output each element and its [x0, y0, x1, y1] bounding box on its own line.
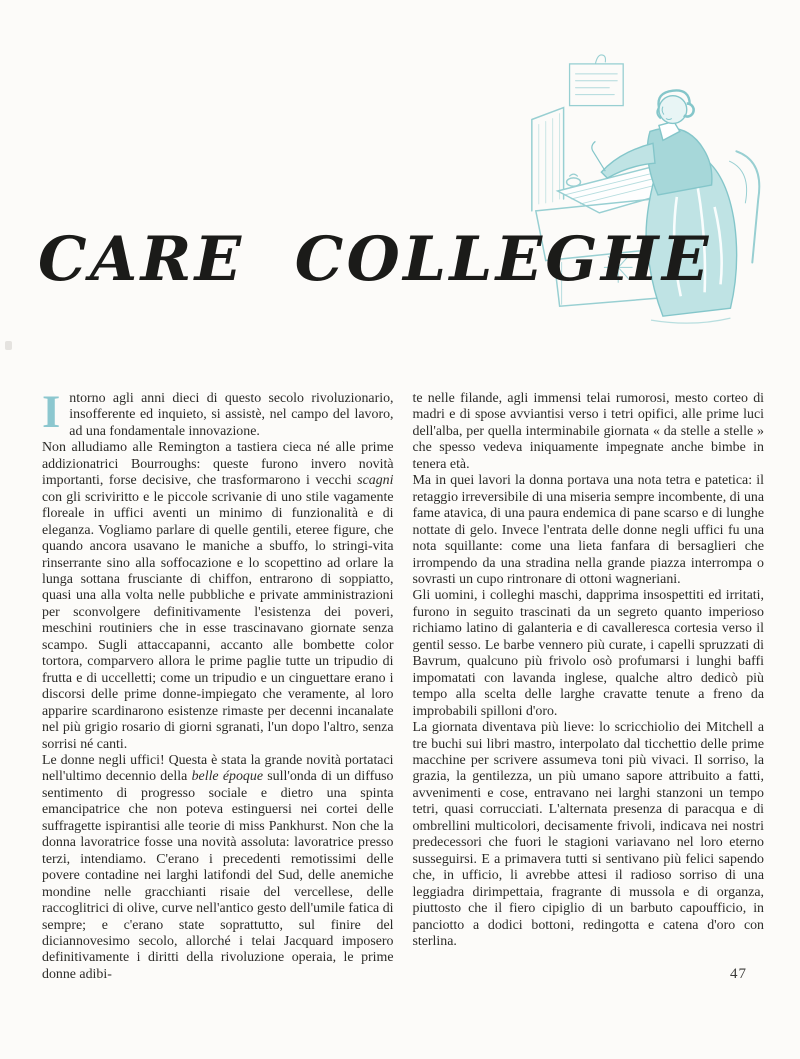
page-number: 47 — [730, 966, 747, 982]
paragraph: La giornata diventava più lieve: lo scricchiolio dei Mitchell a tre buchi sui libri mastro, interpolato dal ticchettio delle prime macchine per scrivere assumeva toni più vivaci. Il sorriso, la grazia, la gentilezza, un più umano sapore attribuito a fatti, avvenimenti e cose, entravano nei larghi stanzoni un tempo tetri, quasi corrucciati. L'alternata presenza di paracqua e di ombrellini multicolori, decisamente frivoli, indicava nei nostri predecessori che fuori le stagioni variavano nel loro eterno susseguirsi. E a primavera tutti si sentivano più felici sapendo che, in ufficio, li avrebbe attesi il radioso sorriso di una leggiadra dirimpettaia, fragrante di mussola e di organza, piuttosto che il fiero cipiglio di un barbuto capoufficio, in panciotto a dodici bottoni, redingotta e catena d'oro con sterlina. — [412, 720, 764, 949]
paragraph: te nelle filande, agli immensi telai rumorosi, mesto corteo di madri e di spose avviantisi verso i tetri opifici, alle prime luci dell'alba, per quella interminabile giornata « da stelle a stelle » che spesso vedeva iniquamente impegnate anche bimbe in tenera età. — [412, 391, 764, 472]
article-body — [42, 386, 764, 983]
drop-cap: I — [42, 386, 61, 438]
paragraph: Non alludiamo alle Remington a tastiera cieca né alle prime addizionatrici Bourroughs: queste furono invero novità importanti, forse decisive, che trasformarono i vecchi scagni con gli scriviritto e le piccole scrivanie di uno stile vagamente floreale in uffici aventi un minimo di funzionalità e di eleganza. Vogliamo parlare di quelle gentili, eteree figure, che quando ancora usavano le maniche a sbuffo, lo stringi-vita rinserrante sino alla soffocazione e lo scopettino ad orlare la lunga sottana frusciante di chiffon, entrarono di soppiatto, quasi una alla volta nelle pubbliche e private amministrazioni per sconvolgere definitivamente l'esistenza dei poveri, meschini routiniers che in esse trascinavano giornate senza scampo. Sugli attaccapanni, accanto alle bombette color tortora, comparvero allora le prime paglie tutte un tripudio di frutta e di uccelletti; come un tripudio e un cinguettare erano i discorsi delle prime donne-impiegato che veramente, al loro apparire scardinarono esistenze rimaste per decenni incanalate nel più grigio rosario di giorni sgranati, l'un dopo l'altro, senza sorrisi né canti. — [42, 440, 394, 752]
paragraph: Gli uomini, i colleghi maschi, dapprima insospettiti ed irritati, furono in seguito trascinati da un segreto quanto imperioso richiamo latino di galanteria e di cavalleresca cortesia verso il gentil sesso. Le barbe vennero più curate, i capelli spruzzati di Bavrum, qualcuno più frivolo osò profumarsi i lunghi baffi impomatati con lavanda inglese, qualche altro dedicò più tempo alla scelta delle larghe cravatte tenute a freno da improbabili spilloni d'oro. — [412, 588, 764, 719]
paragraph-intro-text: ntorno agli anni dieci di questo secolo rivoluzionario, insofferente ed inquieto, si assistè, nel campo del lavoro, ad una fondamentale innovazione. — [69, 391, 394, 439]
article-column-left — [42, 386, 394, 983]
article-column-right — [413, 391, 765, 983]
paragraph: Ma in quei lavori la donna portava una nota tetra e patetica: il retaggio irreversibile di una miseria sempre incombente, di una fame atavica, di una paura endemica di pane scarso e di lunghe nottate di gelo. Invece l'entrata delle donne negli uffici fu una nota squillante: come una lieta fanfara di bersaglieri che irrompendo da una stradina nella grande piazza interrompa o sovrasti un cupo rintronare di ottoni wagneriani. — [412, 473, 764, 587]
paragraph: Le donne negli uffici! Questa è stata la grande novità portataci nell'ultimo decennio della belle époque sull'onda di un diffuso sentimento di progresso sociale e dietro una spinta emancipatrice che non poteva estinguersi nei cortei delle suffragette ispirantisi alle teorie di miss Pankhurst. Non che la donna lavoratrice fosse una novità assoluta: lavoratrice presso terzi, intendiamo. C'erano i precedenti remotissimi delle povere contadine nei larghi latifondi del Sud, delle anemiche mondine nelle gracchianti risaie del vercellese, delle raccoglitrici di olive, curve nell'antico gesto dell'umile fatica di sempre; e c'erano state soprattutto, sul finire del diciannovesimo secolo, allorché i telai Jacquard imposero definitivamente i diritti della rivoluzione operaia, le prime donne adibi- — [42, 752, 394, 982]
print-margin-mark — [5, 341, 12, 350]
paragraph-intro — [42, 386, 394, 440]
page-title: CARE COLLEGHE — [38, 223, 712, 295]
